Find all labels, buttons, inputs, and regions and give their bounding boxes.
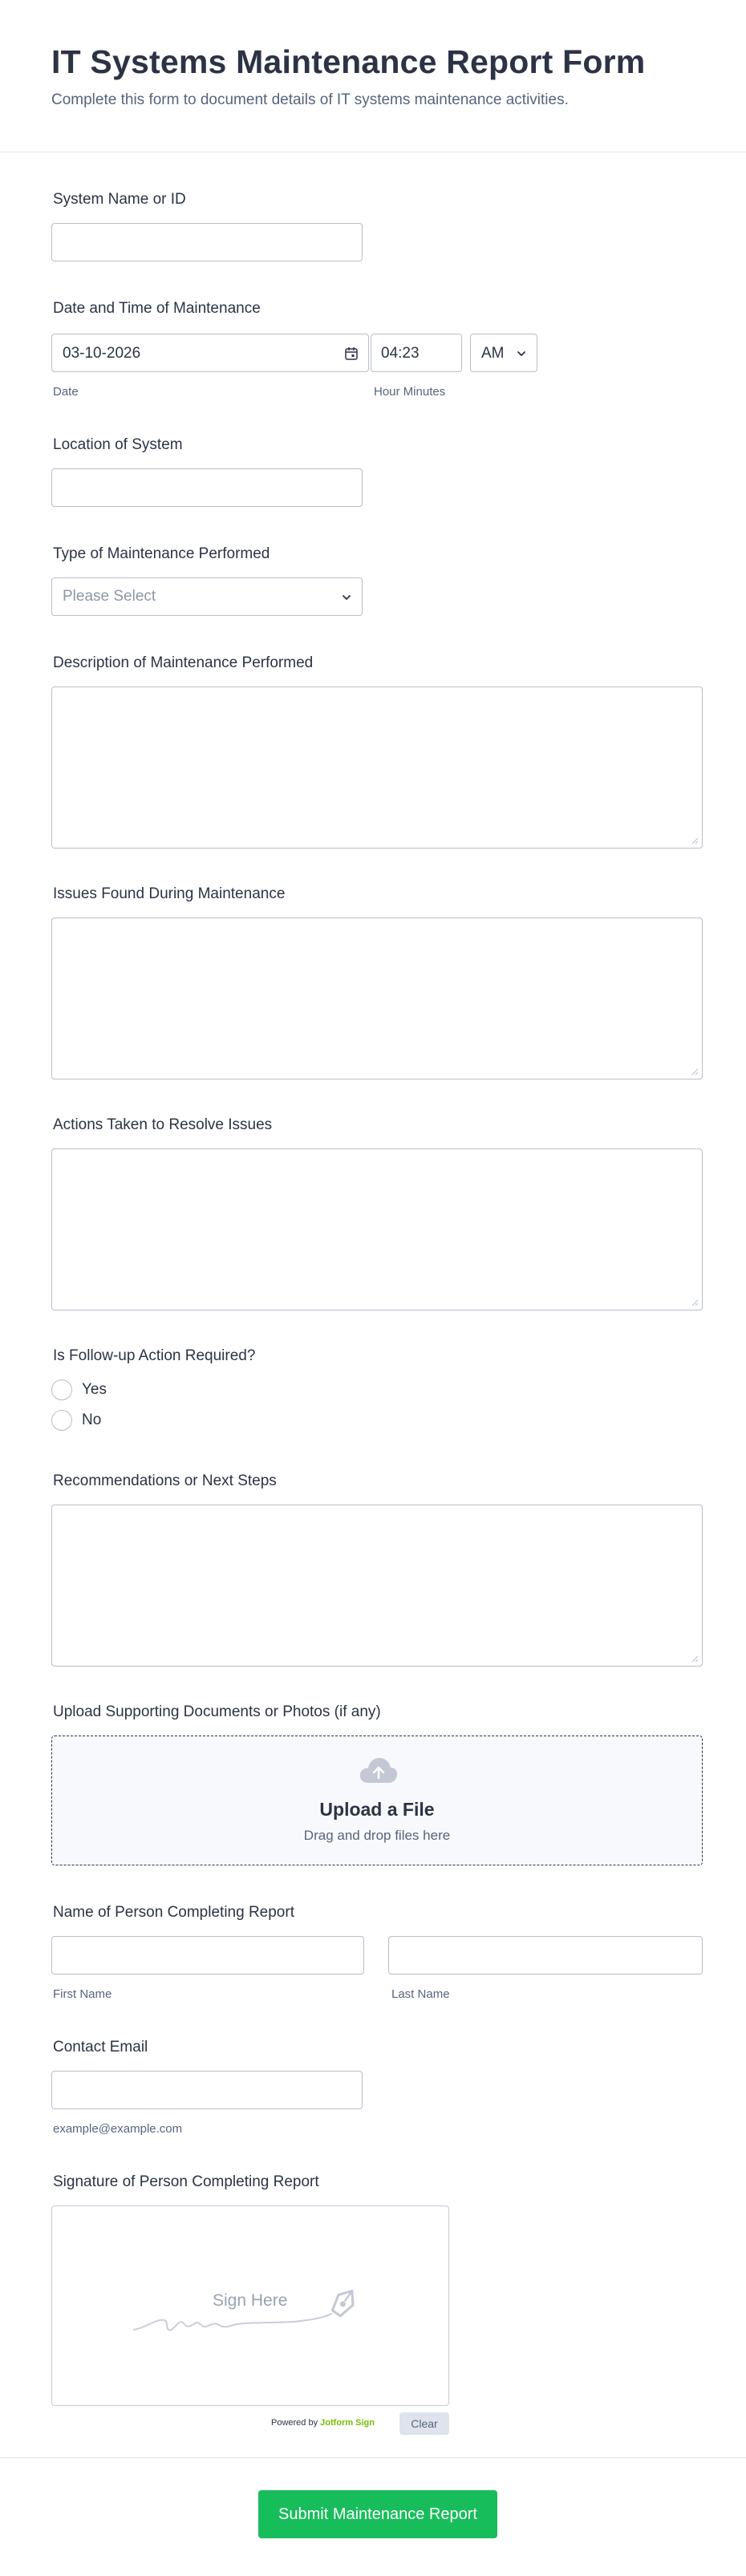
actions-field [51,1115,703,1310]
resize-grip-icon[interactable] [691,1655,699,1663]
last-name-sublabel: Last Name [391,1987,450,2001]
resize-grip-icon[interactable] [691,1067,699,1075]
maintenance-type-label: Type of Maintenance Performed [53,545,270,562]
datetime-field [51,298,703,403]
actions-label: Actions Taken to Resolve Issues [53,1116,273,1133]
maintenance-type-field [51,544,363,616]
ampm-select[interactable] [470,334,537,372]
description-textarea[interactable] [51,687,703,849]
actions-textarea[interactable] [51,1148,703,1310]
location-input[interactable] [51,468,363,507]
first-name-sublabel: First Name [53,1987,112,2001]
signature-field [51,2172,703,2436]
calendar-icon[interactable] [344,346,359,361]
email-input[interactable] [51,2071,363,2109]
resize-grip-icon[interactable] [691,1298,699,1306]
chevron-down-icon [516,348,527,359]
description-label: Description of Maintenance Performed [53,654,314,671]
email-field [51,2037,372,2141]
clear-signature-button[interactable]: Clear [399,2412,449,2435]
system-name-label: System Name or ID [53,191,186,208]
upload-subtitle: Drag and drop files here [303,1828,451,1843]
signature-label: Signature of Person Completing Report [53,2173,319,2190]
date-value: 03-10-2026 [63,345,141,362]
date-sublabel: Date [53,385,79,399]
form-subtitle: Complete this form to document details of IT systems maintenance activities. [51,91,569,108]
radio-label: No [82,1412,102,1428]
time-sublabel: Hour Minutes [374,385,446,399]
submit-button[interactable]: Submit Maintenance Report [258,2490,497,2538]
time-value: 04:23 [381,345,420,362]
issues-label: Issues Found During Maintenance [53,885,286,902]
upload-field [51,1702,703,1870]
person-name-field [51,1902,703,2007]
system-name-field [51,189,363,261]
powered-brand[interactable]: Jotform Sign [320,2418,375,2428]
radio-label: Yes [82,1381,107,1398]
radio-button[interactable] [51,1410,72,1431]
recommendations-textarea[interactable] [51,1505,703,1667]
followup-option-yes[interactable] [51,1378,255,1402]
ampm-value: AM [481,345,505,362]
form-footer [0,2457,746,2576]
signature-pad[interactable] [51,2205,449,2406]
issues-textarea[interactable] [51,917,703,1079]
resize-grip-icon[interactable] [691,836,699,844]
description-field [51,653,703,849]
powered-by [271,2418,375,2428]
time-input[interactable] [371,334,462,372]
recommendations-field [51,1471,703,1667]
signature-placeholder: Sign Here [213,2291,288,2310]
form-header [0,0,746,152]
location-label: Location of System [53,436,183,453]
system-name-input[interactable] [51,223,363,261]
datetime-label: Date and Time of Maintenance [53,300,261,317]
person-name-label: Name of Person Completing Report [53,1904,294,1921]
issues-field [51,884,703,1079]
followup-field [51,1346,255,1432]
form-title: IT Systems Maintenance Report Form [51,43,646,80]
email-sublabel: example@example.com [53,2122,183,2136]
radio-button[interactable] [51,1379,72,1400]
email-label: Contact Email [53,2039,148,2056]
powered-prefix: Powered by [271,2418,318,2428]
first-name-input[interactable] [51,1936,364,1975]
upload-label: Upload Supporting Documents or Photos (if any) [53,1703,381,1720]
followup-option-no[interactable] [51,1408,255,1432]
location-field [51,435,363,507]
cloud-upload-icon [359,1756,399,1784]
recommendations-label: Recommendations or Next Steps [53,1472,277,1489]
chevron-down-icon [341,592,352,603]
upload-title: Upload a File [319,1799,435,1820]
followup-label: Is Follow-up Action Required? [53,1347,256,1364]
maintenance-type-placeholder: Please Select [63,588,156,605]
file-upload-dropzone[interactable] [51,1736,703,1865]
date-input[interactable] [51,334,369,372]
last-name-input[interactable] [388,1936,703,1975]
maintenance-type-select[interactable] [51,577,363,616]
pen-nib-icon [325,2285,362,2322]
